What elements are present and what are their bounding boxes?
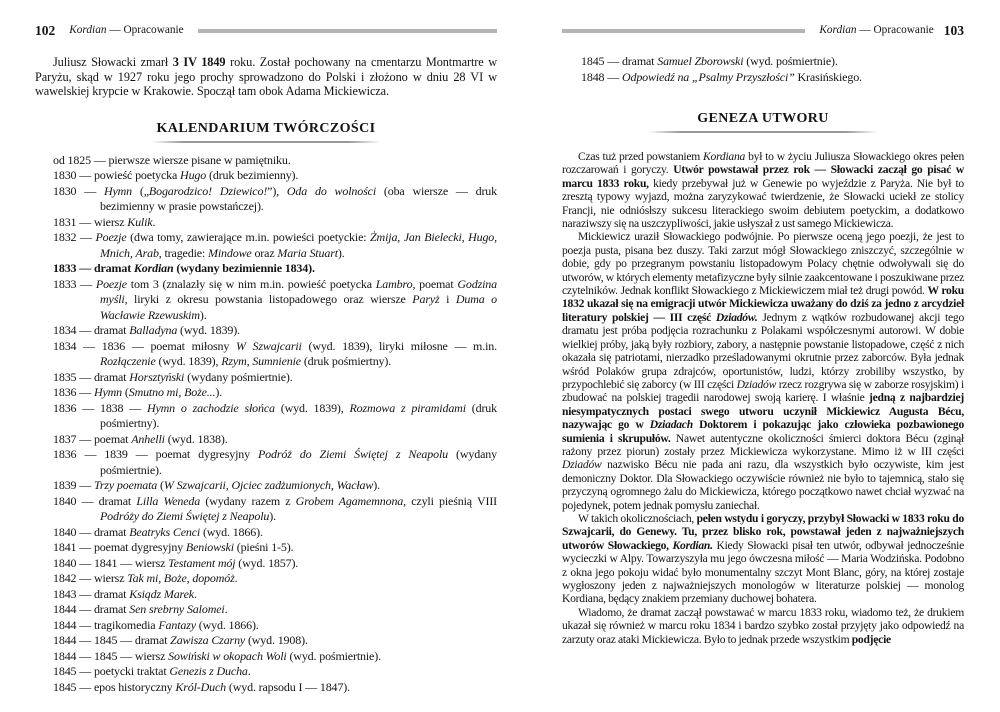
header-rule-left <box>198 29 497 33</box>
timeline-entry: 1836 — 1838 — Hymn o zachodzie słońca (wyd. 1839), Rozmowa z piramidami (druk pośmiertny). <box>53 400 497 431</box>
timeline-entry: 1845 — poetycki traktat Genezis z Ducha. <box>53 664 251 679</box>
running-title-left <box>69 24 183 37</box>
page-left <box>35 24 497 695</box>
timeline-entry: 1834 — dramat Balladyna (wyd. 1839). <box>53 323 240 338</box>
timeline-entry: 1830 — powieść poetycka Hugo (druk bezimienny). <box>53 168 299 183</box>
header-rule-right <box>562 29 805 33</box>
body-paragraphs <box>562 150 964 646</box>
page-right <box>562 24 964 646</box>
body-paragraph: Czas tuż przed powstaniem Kordiana był to w życiu Juliusza Słowackiego okres pełen rozczarowań i goryczy. Utwór powstawał przez rok — Słowacki zaczął go pisać w marcu 1833 roku, kiedy przebywał już w Genewie po wyjeździe z Paryża. Nie był to zresztą typowy wyjazd, można zaryzykować twierdzenie, że Słowacki uciekł ze stolicy Francji, nie odniósłszy sukcesu literackiego swoim debiutem poetyckim, a dodatkowo naraziwszy się na uszczypliwości, jakie usłyszał z ust samego Mickiewicza. <box>562 150 964 231</box>
page-number-right: 103 <box>943 23 964 38</box>
timeline-entry: 1840 — dramat Lilla Weneda (wydany razem z Grobem Agamemnona, czyli pieśnią VIII Podróży do Ziemi Świętej z Neapolu). <box>53 493 498 524</box>
timeline-entry: 1834 — 1836 — poemat miłosny W Szwajcarii (wyd. 1839), liryki miłosne — m.in. Rozłączenie (wyd. 1839), Rzym, Sumnienie (druk pośmiertny). <box>53 338 497 369</box>
timeline-list-left <box>35 153 497 696</box>
body-paragraph: Wiadomo, że dramat zaczął powstawać w marcu 1833 roku, wiadomo też, że drukiem ukazał się również w marcu roku 1834 i bardzo szybko został przyjęty jako odpowiedź na zarzuty oraz ataki Mickiewicza. Było to jednak przede wszystkim podjęcie <box>562 605 964 646</box>
book-title: Kordian <box>69 24 107 36</box>
timeline-entry: 1830 — Hymn („Bogarodzico! Dziewico!”), Oda do wolności (oba wiersze — druk bezimienny w prasie powstańczej). <box>53 183 498 214</box>
running-title-rest: — Opracowanie <box>106 24 184 36</box>
timeline-entry: 1848 — Odpowiedź na „Psalmy Przyszłości” Krasińskiego. <box>581 69 862 84</box>
timeline-entry: 1836 — 1839 — poemat dygresyjny Podróż do Ziemi Świętej z Neapolu (wydany pośmiertnie). <box>53 447 497 477</box>
body-paragraph: Mickiewicz uraził Słowackiego podwójnie. Po pierwsze oceną jego poezji, że jest to poezja pusta, pisana bez duszy. Taki zarzut mógł Słowackiego zniszczyć, szczególnie w dobie, gdy po przegranym powstaniu listopadowym Polacy chętnie odwoływali się do utworów, w których elementy metafizyczne były silnie zaakcentowane i poszukiwane przez czytelników. Jednak konflikt Słowackiego z Mickiewiczem miał też drugi powód. W roku 1832 ukazał się na emigracji utwór Mickiewicza uważany do dziś za jedno z arcydzieł literatury polskiej — III część Dziadów. Jednym z wątków rozbudowanej akcji tego dramatu jest próba podjęcia rozrachunku z Polakami współczesnymi autorowi. W dobie wielkiej próby, jaką były rozbiory, zabory, a następnie powstanie listopadowe, część z nich okazała się patriotami, nierzadko prześladowanymi okrutnie przez zaborców. Była jednak wśród Polaków grupa zdrajców, oportunistów, ludzi, którzy zrobiliby wszystko, by przypochlebić się zaborcy (w III części Dziadów rzecz rozgrywa się w zaborze rosyjskim) i zbudować na polskiej tragedii narodowej swoją karierę. I właśnie jedną z najbardziej niesympatycznych postaci swego utworu uczynił Mickiewicz Augusta Bécu, nazywając go w Dziadach Doktorem i pokazując jako człowieka pozbawionego sumienia i skrupułów. Nawet autentyczne okoliczności śmierci doktora Bécu (zginął rażony przez piorun) zostały przez Mickiewicza wykorzystane. Mimo iż w III części Dziadów nazwisko Bécu nie pada ani razu, dla wszystkich było oczywiste, kim jest demoniczny Doktor. Dla Słowackiego oczywiście również nie było to tajemnicą, stało się przyczyną ogromnego żalu do Mickiewicza, którego początkowo nawet chciał wyzwać na pojedynek, potem jednak pomysłu zaniechał. <box>562 230 964 512</box>
timeline-entry: 1842 — wiersz Tak mi, Boże, dopomóż. <box>53 571 238 586</box>
timeline-entry: 1841 — poemat dygresyjny Beniowski (pieśni 1-5). <box>53 540 294 555</box>
timeline-entry: 1833 — dramat Kordian (wydany bezimiennie 1834). <box>53 261 315 276</box>
timeline-entry: od 1825 — pierwsze wiersze pisane w pamiętniku. <box>53 152 291 167</box>
intro-paragraph: Juliusz Słowacki zmarł 3 IV 1849 roku. Został pochowany na cmentarzu Montmartre w Paryżu, skąd w 1927 roku jego prochy sprowadzono do Polski i złożono w dniu 28 VI w wawelskiej krypcie w Krakowie. Spoczął tam obok Adama Mickiewicza. <box>35 55 498 99</box>
timeline-entry: 1831 — wiersz Kulik. <box>53 214 156 229</box>
timeline-entry: 1845 — dramat Samuel Zborowski (wyd. pośmiertnie). <box>581 54 838 68</box>
timeline-list-right <box>562 54 964 85</box>
timeline-entry: 1840 — dramat Beatryks Cenci (wyd. 1866). <box>53 524 263 539</box>
section-title-geneza: GENEZA UTWORU <box>697 111 829 126</box>
running-title-right <box>819 24 933 37</box>
timeline-entry: 1835 — dramat Horsztyński (wydany pośmiertnie). <box>53 369 293 384</box>
timeline-entry: 1844 — 1845 — dramat Zawisza Czarny (wyd. 1908). <box>53 633 308 648</box>
page-header-left <box>35 24 497 37</box>
body-paragraph: W takich okolicznościach, pełen wstydu i goryczy, przybył Słowacki w 1833 roku do Szwajcarii, do Genewy. Tu, przez blisko rok, powstawał jeden z najważniejszych utworów Słowackiego, Kordian. Kiedy Słowacki pisał ten utwór, odbywał jednocześnie wycieczki w Alpy. Towarzyszyła mu jego ówczesna miłość — Maria Wodzińska. Podobno z okna jego pokoju widać było monumentalny szczyt Mont Blanc, góry, na której zostaje wygłoszony jeden z najważniejszych monologów w literaturze polskiej — monolog Kordiana, będący znakiem przemiany duchowej bohatera. <box>562 511 964 606</box>
timeline-entry: 1843 — dramat Ksiądz Marek. <box>53 586 197 601</box>
timeline-entry: 1837 — poemat Anhelli (wyd. 1838). <box>53 431 228 446</box>
section-title-rule-left <box>151 141 381 143</box>
timeline-entry: 1832 — Poezje (dwa tomy, zawierające m.in. powieści poetyckie: Żmija, Jan Bielecki, Hugo, Mnich, Arab, tragedie: Mindowe oraz Maria Stuart). <box>53 230 497 260</box>
timeline-entry: 1836 — Hymn (Smutno mi, Boże...). <box>53 385 223 400</box>
timeline-entry: 1844 — tragikomedia Fantazy (wyd. 1866). <box>53 617 259 632</box>
timeline-entry: 1833 — Poezje tom 3 (znalazły się w nim m.in. powieść poetycka Lambro, poemat Godzina myśli, liryki z okresu powstania listopadowego oraz wiersze Paryż i Duma o Wacławie Rzewuskim). <box>53 276 498 322</box>
timeline-entry: 1844 — dramat Sen srebrny Salomei. <box>53 602 228 617</box>
running-title-rest: — Opracowanie <box>856 24 934 36</box>
page-header-right <box>562 24 964 37</box>
timeline-entry: 1845 — epos historyczny Król-Duch (wyd. rapsodu I — 1847). <box>53 679 350 694</box>
page-number-left: 102 <box>35 23 56 38</box>
section-title-rule-right <box>648 131 878 133</box>
timeline-entry: 1844 — 1845 — wiersz Sowiński w okopach Woli (wyd. pośmiertnie). <box>53 648 381 663</box>
timeline-entry: 1839 — Trzy poemata (W Szwajcarii, Ojciec zadżumionych, Wacław). <box>53 478 380 493</box>
book-title: Kordian <box>819 24 857 36</box>
section-title-kalendarium: KALENDARIUM TWÓRCZOŚCI <box>156 120 376 136</box>
timeline-entry: 1840 — 1841 — wiersz Testament mój (wyd. 1857). <box>53 555 299 570</box>
